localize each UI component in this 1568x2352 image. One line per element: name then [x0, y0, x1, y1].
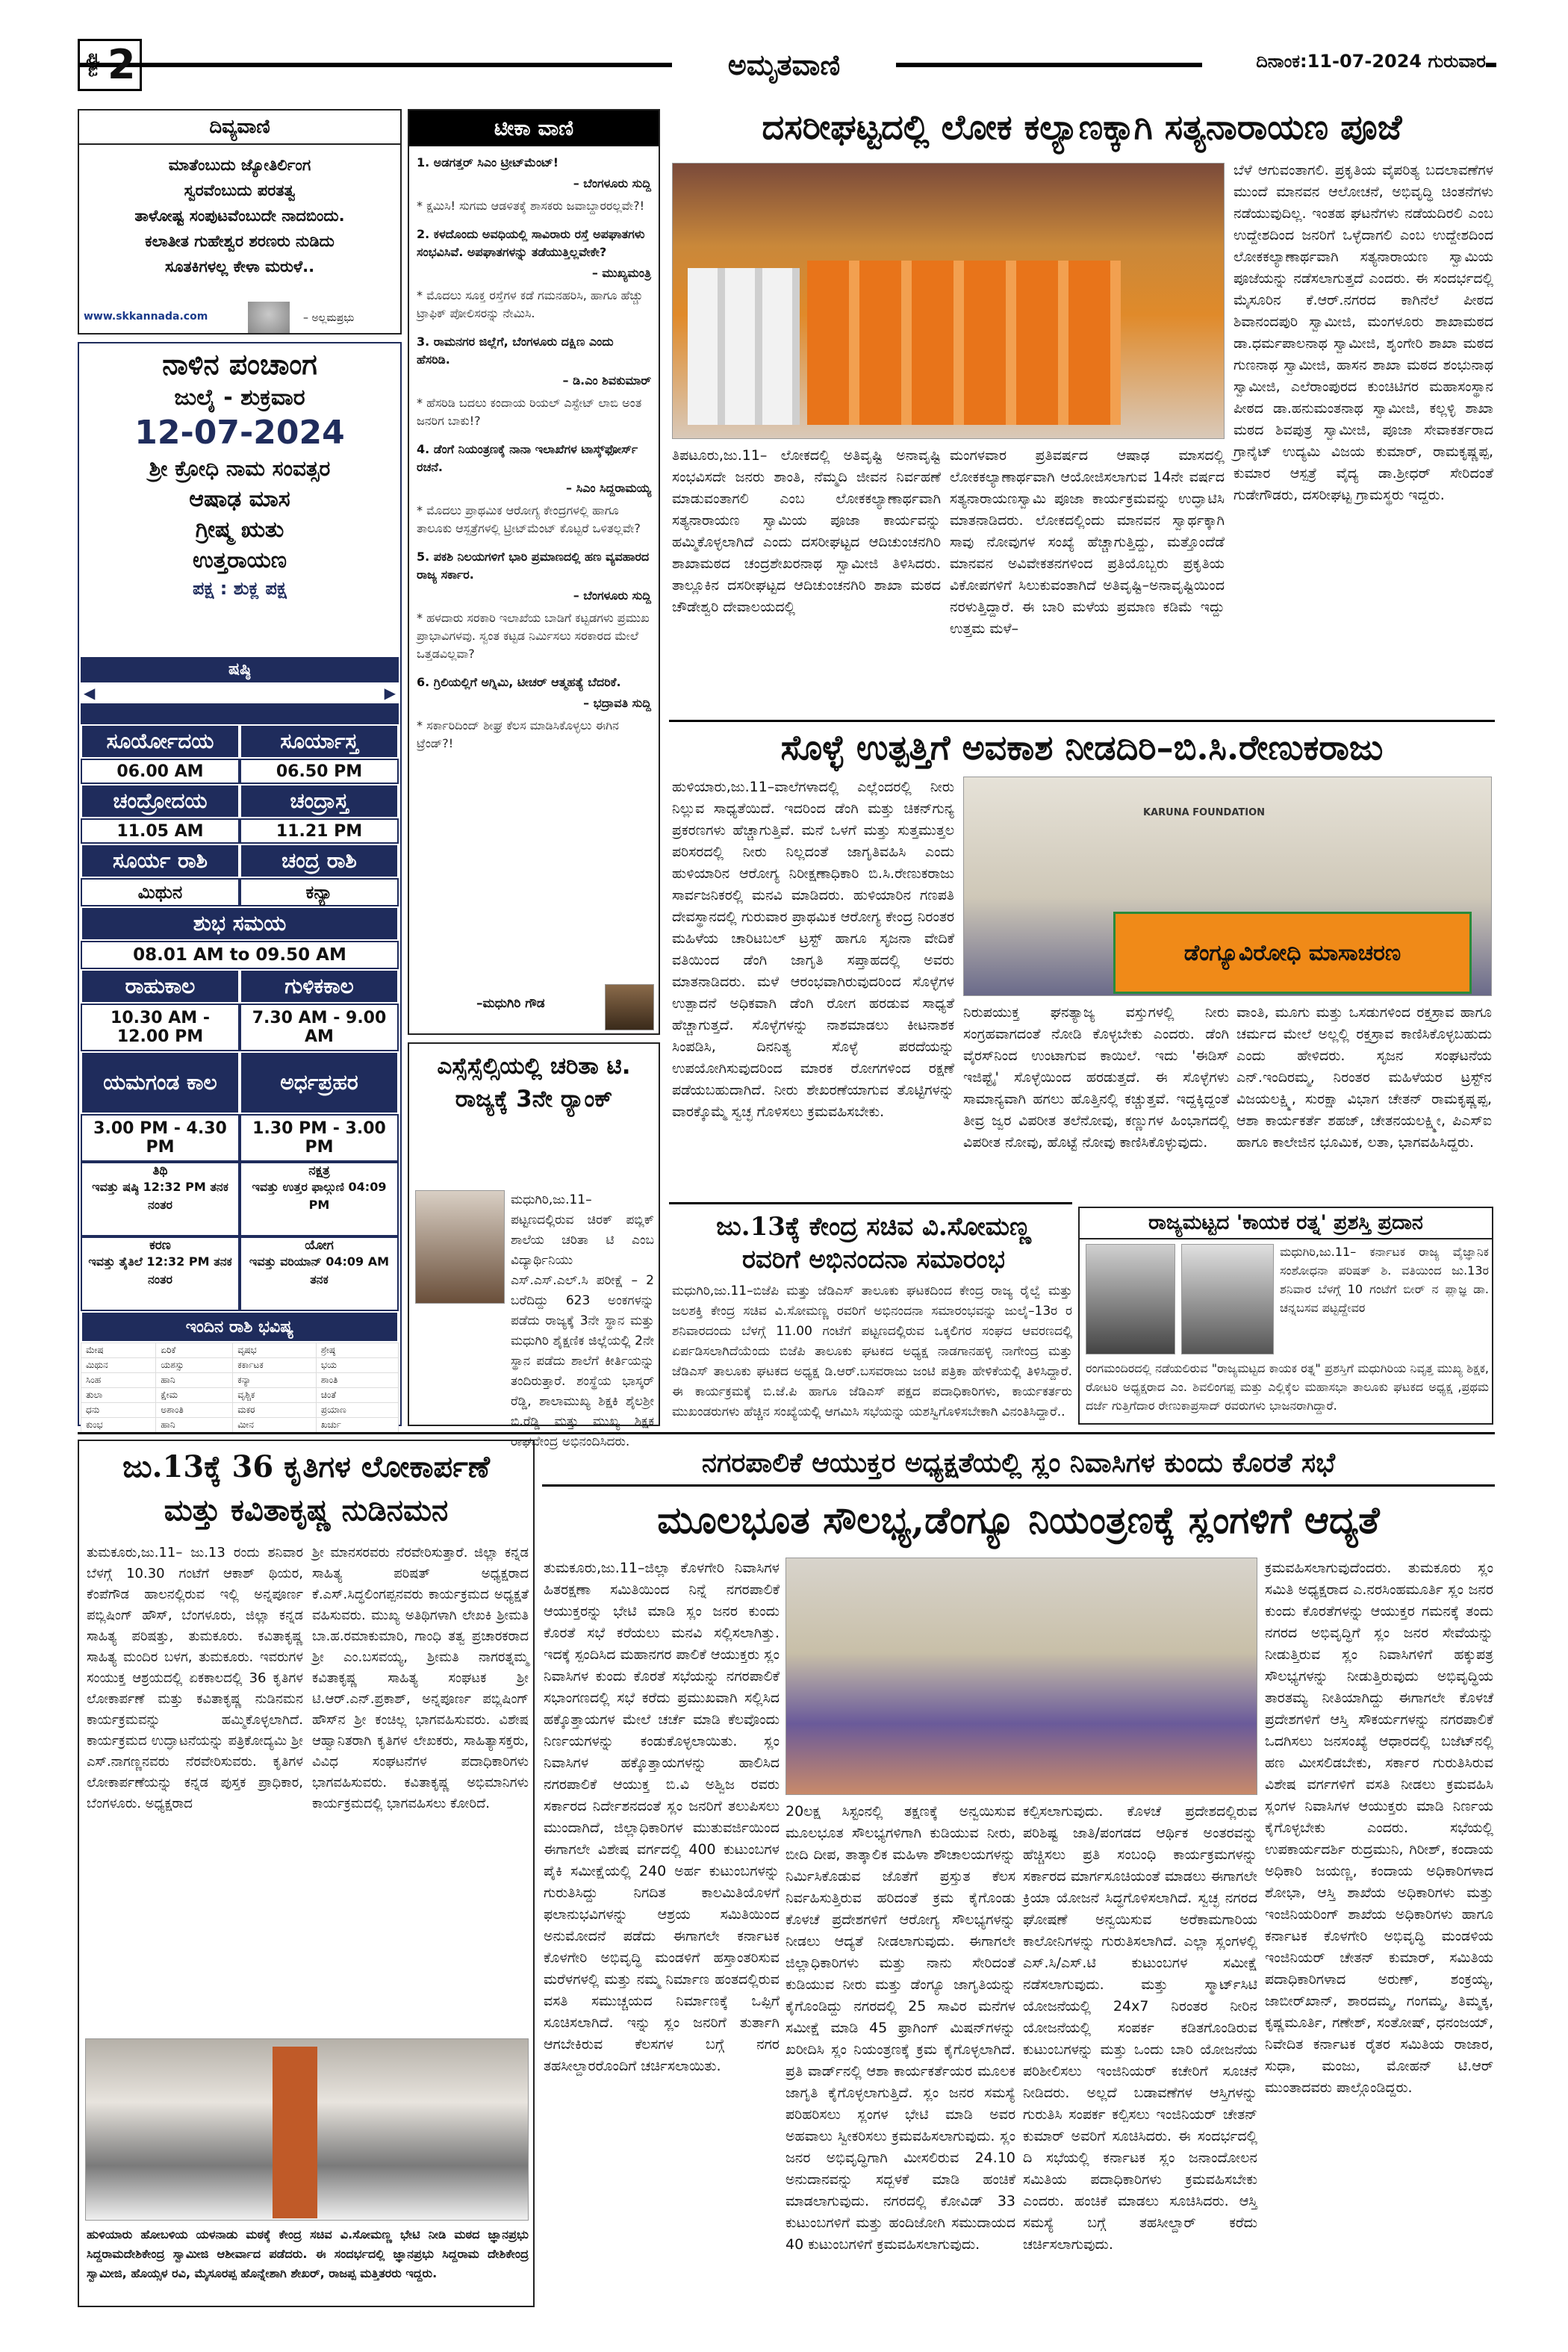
moonrise-value: 11.05 AM	[81, 818, 240, 844]
panchanga-month-day: ಜುಲೈ - ಶುಕ್ರವಾರ	[174, 385, 305, 411]
somanna-headline-2: ರವರಿಗೆ ಅಭಿನಂದನಾ ಸಮಾರಂಭ	[742, 1245, 1005, 1275]
table-row	[81, 1418, 399, 1433]
karana-cell	[81, 1236, 240, 1311]
verse-line: ಸ್ವರವೆಂಬುದು ಪರತತ್ವ	[184, 181, 296, 199]
panchanga-title: ನಾಳಿನ ಪಂಚಾಂಗ	[162, 348, 317, 381]
divyavani-box	[78, 109, 402, 335]
panchanga-paksha: ಪಕ್ಷ : ಶುಕ್ಲ ಪಕ್ಷ	[193, 578, 287, 599]
rashi-cell: ಸಿಂಹ	[81, 1373, 156, 1388]
awardee-photo-2	[1181, 1244, 1274, 1354]
tika-answer: * ಹೆಸರಿಡಿ ಬದಲು ಕಂದಾಯ ರಿಯಲ್ ಎಸ್ಟೇಟ್ ಲಾಬಿ ಅಂತ ಜನರಿಗ ಬಾಕು!?	[417, 396, 642, 428]
moonrise-label: ಚಂದ್ರೋದಯ	[81, 784, 240, 818]
verse-line: ಮಾತೆಂಬುದು ಜ್ಯೋತಿರ್ಲಿಂಗ	[168, 156, 311, 174]
satya-headline: ದಸರೀಘಟ್ಟದಲ್ಲಿ ಲೋಕ ಕಲ್ಯಾಣಕ್ಕಾಗಿ ಸತ್ಯನಾರಾಯಣ ಪೂಜೆ	[762, 107, 1402, 147]
renuka-headline: ಸೊಳ್ಳೆ ಉತ್ಪತ್ತಿಗೆ ಅವಕಾಶ ನೀಡದಿರಿ–ಬಿ.ಸಿ.ರೇಣುಕರಾಜು	[780, 727, 1384, 768]
gulikakala-label: ಗುಳಿಕಕಾಲ	[240, 969, 399, 1004]
panchanga-date: 12-07-2024	[134, 414, 345, 452]
renuka-col-mid: ನಿರುಪಯುಕ್ತ ಘನತ್ಯಾಜ್ಯ ವಸ್ತುಗಳಲ್ಲಿ ನೀರು ಸಂಗ್ರಹವಾಗದಂತೆ ನೋಡಿ ಕೊಳ್ಳಬೇಕು ಎಂದರು. ಡೆಂಗಿ ವೈರಸ್‌ನಿಂದ ಉಂಟಾಗುವ ಕಾಯಿಲೆ. ಇದು 'ಈಡಿಸ್ ಇಜಿಪ್ಟೈ' ಸೊಳ್ಳೆಯಿಂದ ಹರಡುತ್ತದೆ. ಈ ಸೊಳ್ಳೆಗಳು ಸಾಮಾನ್ಯವಾಗಿ ಹಗಲು ಹೊತ್ತಿನಲ್ಲಿ ಕಚ್ಚುತ್ತವೆ. ಇದ್ದಕ್ಕಿದ್ದಂತೆ ತೀವ್ರ ಜ್ವರ ವಿಪರೀತ ತಲೆನೋವು, ಕಣ್ಣುಗಳ ಹಿಂಭಾಗದಲ್ಲಿ ವಿಪರೀತ ನೋವು, ಹೊಟ್ಟೆ ನೋವು ಕಾಣಿಸಿಕೊಳ್ಳುವುದು.	[963, 1004, 1229, 1151]
kayaka-side-text: ಮಧುಗಿರಿ,ಜು.11– ಕರ್ನಾಟಕ ರಾಜ್ಯ ವೈಜ್ಞಾನಿಕ ಸಂಶೋಧನಾ ಪರಿಷತ್ ಶಿ. ವತಿಯಿಂದ ಜು.13ರ ಶನಿವಾರ ಬೆಳಗ್ಗೆ 10 ಗಂಟೆಗೆ ಬೀರ್ ನ ಪ್ಲಾಜ್ಞ ಡಾ. ಚನ್ನಬಸವ ಪಟ್ಟದ್ದೇವರ	[1280, 1245, 1489, 1315]
rashi-cell: ಅಶಾಂತಿ	[156, 1403, 233, 1418]
tika-answer: * ಮೊದಲು ಸೂಕ್ತ ರಸ್ತೆಗಳ ಕಡೆ ಗಮನಹರಿಸಿ, ಹಾಗೂ ಹೆಚ್ಚು ಟ್ರಾಫಿಕ್ ಪೋಲಿಸರನ್ನು ನೇಮಿಸಿ.	[417, 288, 643, 320]
satya-col-a: ತಿಪಟೂರು,ಜು.11– ಲೋಕದಲ್ಲಿ ಅತಿವೃಷ್ಟಿ ಅನಾವೃಷ್ಟಿ ಸಂಭವಿಸದೇ ಜನರು ಶಾಂತಿ, ನೆಮ್ಮದಿ ಜೀವನ ನಿರ್ವಹಣೆ ಮಾಡುವಂತಾಗಲಿ ಎಂಬ ಲೋಕಕಲ್ಯಾಣಾರ್ಥವಾಗಿ ಸತ್ಯನಾರಾಯಣ ಸ್ವಾಮಿಯ ಪೂಜಾ ಕಾರ್ಯವನ್ನು ಹಮ್ಮಿಕೊಳ್ಳಲಾಗಿದೆ ಎಂದು ದಸರೀಘಟ್ಟದ ಆದಿಚುಂಚನಗಿರಿ ಶಾಖಾಮಠದ ಚಂದ್ರಶೇಖರನಾಥ ಸ್ವಾಮೀಜಿ ತಿಳಿಸಿದರು. ತಾಲ್ಲೂಕಿನ ದಸರೀಘಟ್ಟದ ಆದಿಚುಂಚನಗಿರಿ ಶಾಖಾ ಮಠದ ಚೌಡೇಶ್ವರಿ ದೇವಾಲಯದಲ್ಲಿ	[672, 447, 941, 615]
verse-line: ಸೂತಕಿಗಳಲ್ಲ ಕೇಳಾ ಮರುಳೆ..	[164, 258, 315, 276]
karana-value: ಇವತ್ತು ತೈತಿಲೆ 12:32 PM ತನಕ ನಂತರ	[88, 1254, 232, 1287]
dengue-banner	[1113, 912, 1472, 994]
slum-photo	[785, 1558, 1257, 1795]
sslc-box	[408, 1042, 660, 1449]
kavita-col-a: ತುಮಕೂರು,ಜು.11– ಜು.13 ರಂದು ಶನಿವಾರ ಬೆಳಗ್ಗೆ 10.30 ಗಂಟೆಗೆ ಆಕಾಶ್ ಥಿಯರ, ಕೆಂಪೆಗೌಡ ಹಾಲನಲ್ಲಿರುವ ಇಲ್ಲಿ ಅನ್ನಪೂರ್ಣ ಪಬ್ಲಿಷಿಂಗ್ ಹೌಸ್, ಬೆಂಗಳೂರು, ಜಿಲ್ಲಾ ಕನ್ನಡ ಸಾಹಿತ್ಯ ಪರಿಷತ್ತು, ತುಮಕೂರು. ಕವಿತಾಕೃಷ್ಣ ಸಾಹಿತ್ಯ ಮಂದಿರ ಬಳಗ, ತುಮಕೂರು. ಇವರುಗಳ ಸಂಯುಕ್ತ ಆಶ್ರಯದಲ್ಲಿ ಏಕಕಾಲದಲ್ಲಿ 36 ಕೃತಿಗಳ ಲೋಕಾರ್ಪಣೆ ಮತ್ತು ಕವಿತಾಕೃಷ್ಣ ನುಡಿನಮನ ಕಾರ್ಯಕ್ರಮವನ್ನು ಹಮ್ಮಿಕೊಳ್ಳಲಾಗಿದೆ. ಕಾರ್ಯಕ್ರಮದ ಉದ್ಘಾಟನೆಯನ್ನು ಪತ್ರಿಕೋದ್ಯಮಿ ಶ್ರೀ ಎಸ್.ನಾಗಣ್ಣನವರು ನೆರವೇರಿಸುವರು. ಕೃತಿಗಳ ಲೋಕಾರ್ಪಣೆಯನ್ನು ಕನ್ನಡ ಪುಸ್ತಕ ಪ್ರಾಧಿಕಾರ, ಬೆಂಗಳೂರು. ಅಧ್ಯಕ್ಷರಾದ	[87, 1545, 303, 1811]
verse-line: ಕಲಾತೀತ ಗುಹೇಶ್ವರ ಶರಣರು ನುಡಿದು	[145, 232, 335, 250]
rahukala-label: ರಾಹುಕಾಲ	[81, 969, 240, 1004]
renuka-photo	[963, 777, 1492, 996]
tithi-strip	[81, 682, 399, 703]
sslc-body: ಮಧುಗಿರಿ,ಜು.11– ಪಟ್ಟಣದಲ್ಲಿರುವ ಚಿರಕ್ ಪಬ್ಲಿಕ್ ಶಾಲೆಯ ಚರಿತಾ ಟಿ ಎಂಬ ವಿದ್ಯಾರ್ಥಿನಿಯು ಎಸ್.ಎಸ್.ಎಲ್.ಸಿ ಪರೀಕ್ಷೆ – 2 ಬರೆದಿದ್ದು 623 ಅಂಕಗಳನ್ನು ಪಡೆದು ರಾಜ್ಯಕ್ಕೆ 3ನೇ ಸ್ಥಾನ ಮತ್ತು ಮಧುಗಿರಿ ಶೈಕ್ಷಣಿಕ ಜಿಲ್ಲೆಯಲ್ಲಿ 2ನೇ ಸ್ಥಾನ ಪಡೆದು ಶಾಲೆಗೆ ಕೀರ್ತಿಯನ್ನು ತಂದಿರುತ್ತಾರೆ. ಶಂಸ್ಥೆಯ ಭಾಸ್ಕರ್ ರೆಡ್ಡಿ, ಶಾಲಾಮುಖ್ಯ ಶಿಕ್ಷಕಿ ಶೈಲಶ್ರೀ ಬಿ.ರೆಡ್ಡಿ ಮತ್ತು ಮುಖ್ಯ ಶಿಕ್ಷಕ ರಾಘವೇಂದ್ರ ಅಭಿನಂದಿಸಿದರು.	[511, 1192, 654, 1449]
rashi-cell: ವೃಷಭ	[233, 1343, 317, 1358]
sslc-headline: ಎಸ್ಸೆಸ್ಸೆಲ್ಸಿಯಲ್ಲಿ ಚರಿತಾ ಟಿ. ರಾಜ್ಯಕ್ಕೆ 3ನೇ ರ‍್ಯಾಂಕ್	[437, 1053, 631, 1113]
kayaka-bottom-text: ರಂಗಮಂದಿರದಲ್ಲಿ ನಡೆಯಲಿರುವ "ರಾಜ್ಯಮಟ್ಟದ ಕಾಯಕ ರತ್ನ" ಪ್ರಶಸ್ತಿಗೆ ಮಧುಗಿರಿಯ ನಿವೃತ್ತ ಮುಖ್ಯ ಶಿಕ್ಷಕ, ರೋಟರಿ ಅಧ್ಯಕ್ಷರಾದ ಎಂ. ಶಿವಲಿಂಗಪ್ಪ ಮತ್ತು ಎಲ್ಲಿಕ್ಕೆಲ ಮಹಾಸಭಾ ತಾಲೂಕು ಘಟಕದ ಅಧ್ಯಕ್ಷ ,ಪ್ರಥಮ ದರ್ಜೆ ಗುತ್ತಿಗೆದಾರ ರೇಣುಕಾಪ್ರಸಾದ್ ರವರುಗಳು ಭಾಜನರಾಗಿದ್ದಾರೆ.	[1086, 1361, 1489, 1413]
gulikakala-value: 7.30 AM - 9.00 AM	[240, 1004, 399, 1051]
yoga-value: ಇವತ್ತು ವರಿಯಾನ್ 04:09 AM ತನಕ	[249, 1254, 390, 1287]
panchanga-grid	[81, 724, 399, 1433]
table-row	[81, 1343, 399, 1358]
rashi-cell: ಯಶಸ್ಸು	[156, 1358, 233, 1373]
surya-rashi-label: ಸೂರ್ಯ ರಾಶಿ	[81, 844, 240, 878]
shubha-samaya-label: ಶುಭ ಸಮಯ	[81, 906, 399, 941]
tika-answer: * ಸರ್ಕಾರಿದಿಂದ್ ಶೀಘ್ರ ಕೆಲಸ ಮಾಡಿಸಿಕೊಳ್ಳಲು ಈಗಿನ ಟ್ರೆಂಡ್?!	[417, 718, 619, 750]
kayaka-box	[1078, 1207, 1493, 1425]
next-arrow-icon[interactable]: ▶	[384, 684, 396, 702]
prev-arrow-icon[interactable]: ◀	[84, 684, 96, 702]
slum-col-a: ತುಮಕೂರು,ಜು.11–ಜಿಲ್ಲಾ ಕೊಳಗೇರಿ ನಿವಾಸಿಗಳ ಹಿತರಕ್ಷಣಾ ಸಮಿತಿಯಿಂದ ನಿನ್ನೆ ನಗರಪಾಲಿಕೆ ಆಯುಕ್ತರನ್ನು ಭೇಟಿ ಮಾಡಿ ಸ್ಲಂ ಜನರ ಕುಂದು ಕೊರತೆ ಸಭೆ ಕರೆಯಲು ಮನವಿ ಸಲ್ಲಿಸಲಾಗಿತ್ತು. ಇದಕ್ಕೆ ಸ್ಪಂದಿಸಿದ ಮಹಾನಗರ ಪಾಲಿಕೆ ಆಯುಕ್ತರು ಸ್ಲಂ ನಿವಾಸಿಗಳ ಕುಂದು ಕೊರತೆ ಸಭೆಯನ್ನು ನಗರಪಾಲಿಕೆ ಸಭಾಂಗಣದಲ್ಲಿ ಸಭೆ ಕರೆದು ಪ್ರಮುಖವಾಗಿ ಸಲ್ಲಿಸಿದ ಹಕ್ಕೊತ್ತಾಯಗಳ ಮೇಲೆ ಚರ್ಚೆ ಮಾಡಿ ಕೆಲವೊಂದು ನಿರ್ಣಯಗಳನ್ನು ಕಂಡುಕೊಳ್ಳಲಾಯಿತು. ಸ್ಲಂ ನಿವಾಸಿಗಳ ಹಕ್ಕೊತ್ತಾಯಗಳನ್ನು ಹಾಲಿಸಿದ ನಗರಪಾಲಿಕೆ ಆಯುಕ್ತ ಬಿ.ವಿ ಅಶ್ವಿಜ ರವರು ಸರ್ಕಾರದ ನಿರ್ದೇಶನದಂತೆ ಸ್ಲಂ ಜನರಿಗೆ ತಲುಪಿಸಲು ಮುಂದಾಗಿದೆ, ಜಿಲ್ಲಾಧಿಕಾರಿಗಳ ಮುತುವರ್ಜಿಯಿಂದ ಈಗಾಗಲೇ ವಿಶೇಷ ವರ್ಗದಲ್ಲಿ 400 ಕುಟುಂಬಗಳ ಪೈಕಿ ಸಮೀಕ್ಷೆಯಲ್ಲಿ 240 ಅರ್ಹ ಕುಟುಂಬಗಳನ್ನು ಗುರುತಿಸಿದ್ದು ನಿಗದಿತ ಕಾಲಮಿತಿಯೊಳಗೆ ಫಲಾನುಭವಿಗಳನ್ನು ಆಶ್ರಯ ಸಮಿತಿಯಿಂದ ಅನುಮೋದನೆ ಪಡೆದು ಈಗಾಗಲೇ ಕರ್ನಾಟಕ ಕೊಳಗೇರಿ ಅಭಿವೃದ್ಧಿ ಮಂಡಳಿಗೆ ಹಸ್ತಾಂತರಿಸುವ ಮರೆಳಗಳಲ್ಲಿ ಮತ್ತು ನಮ್ಮ ನಿರ್ಮಾಣ ಹಂತದಲ್ಲಿರುವ ವಸತಿ ಸಮುಚ್ಚಯದ ನಿರ್ಮಾಣಕ್ಕೆ ಒಪ್ಪಿಗೆ ಸೂಚಿಸಲಾಗಿದೆ. ಇನ್ನು ಸ್ಲಂ ಜನರಿಗೆ ತುರ್ತಾಗಿ ಆಗಬೇಕಿರುವ ಕೆಲಸಗಳ ಬಗ್ಗೆ ನಗರ ತಹಸೀಲ್ದಾರರೊಂದಿಗೆ ಚರ್ಚಿಸಲಾಯಿತು.	[544, 1560, 780, 2074]
page-tag: ಪುಟ	[84, 52, 103, 78]
nakshatra-cell	[240, 1162, 399, 1236]
moonset-label: ಚಂದ್ರಾಸ್ತ	[240, 784, 399, 818]
yamaganda-label: ಯಮಗಂಡ ಕಾಲ	[81, 1051, 240, 1114]
tika-question: 2. ಕಳದೊಂದು ಅವಧಿಯಲ್ಲಿ ಸಾವಿರಾರು ರಸ್ತೆ ಅಪಘಾತಗಳು ಸಂಭವಿಸಿವೆ. ಅಪಘಾತಗಳನ್ನು ತಡೆಯುತ್ತಿಲ್ಲವೇಕೇ?	[417, 227, 645, 259]
rashi-cell: ಪ್ರಯಾಣ	[316, 1403, 398, 1418]
rashi-cell: ಕನ್ಯಾ	[233, 1373, 317, 1388]
sunset-label: ಸೂರ್ಯಾಸ್ತ	[240, 724, 399, 759]
kavita-caption: ಹುಳಿಯಾರು ಹೋಬಳಿಯ ಯಳನಾಡು ಮಠಕ್ಕೆ ಕೇಂದ್ರ ಸಚಿವ ವಿ.ಸೋಮಣ್ಣ ಭೇಟಿ ನೀಡಿ ಮಠದ ಜ್ಞಾನಪ್ರಭು ಸಿದ್ದರಾಮದೇಶಿಕೇಂದ್ರ ಸ್ವಾಮೀಜಿ ಆಶೀರ್ವಾದ ಪಡೆದರು. ಈ ಸಂದರ್ಭದಲ್ಲಿ ಜ್ಞಾನಪ್ರಭು ಸಿದ್ದರಾಮ ದೇಶಿಕೇಂದ್ರ ಸ್ವಾಮೀಜಿ, ಹೊಯ್ಸಳ ರವಿ, ಮೈಸೂರಪ್ಪ ಹೊನ್ನೇಶಾಗಿ ಶೇಖರ್, ರಾಜಪ್ಪ ಮತ್ತಿತರರು ಇದ್ದರು.	[87, 2227, 529, 2280]
satya-photo	[672, 163, 1225, 439]
divyavani-author: – ಅಲ್ಲಮಪ್ರಭು	[303, 312, 355, 324]
rahukala-value: 10.30 AM - 12.00 PM	[81, 1004, 240, 1051]
surya-rashi-value: ಮಿಥುನ	[81, 878, 240, 906]
rashi-cell: ಶ್ರೇಷ್ಠ	[316, 1343, 398, 1358]
table-row	[81, 1373, 399, 1388]
panchanga-ritu: ಗ್ರೀಷ್ಮ ಋತು	[195, 517, 284, 543]
rashi-cell: ಶಾಂತಿ	[316, 1373, 398, 1388]
slum-col-b: 20ಲಕ್ಷ ಸಿಸ್ಟಂನಲ್ಲಿ ತಕ್ಷಣಕ್ಕೆ ಅನ್ವಯಿಸುವ ಮೂಲಭೂತ ಸೌಲಭ್ಯಗಳಿಗಾಗಿ ಕುಡಿಯುವ ನೀರು, ಬೀದಿ ದೀಪ, ತಾತ್ಕಾಲಿಕ ಮಹಿಳಾ ಶೌಚಾಲಯಗಳನ್ನು ನಿರ್ಮಿಸಿಕೊಡುವ ಜೊತೆಗೆ ಪ್ರಸ್ತುತ ಕೆಲಸ ನಿರ್ವಹಿಸುತ್ತಿರುವ ಹರಿದಂತೆ ಕ್ರಮ ಕೈಗೊಂಡು ಕೊಳಚೆ ಪ್ರದೇಶಗಳಿಗೆ ಆರೋಗ್ಯ ಸೌಲಭ್ಯಗಳನ್ನು ನೀಡಲು ಆದ್ಯತೆ ನೀಡಲಾಗುವುದು. ಈಗಾಗಲೇ ಜಿಲ್ಲಾಧಿಕಾರಿಗಳು ಮತ್ತು ನಾನು ಸೇರಿದಂತೆ ಕುಡಿಯುವ ನೀರು ಮತ್ತು ಡೆಂಗ್ಯೂ ಜಾಗೃತಿಯನ್ನು ಕೈಗೊಂಡಿದ್ದು ನಗರದಲ್ಲಿ 25 ಸಾವಿರ ಮನೆಗಳ ಸಮೀಕ್ಷೆ ಮಾಡಿ 45 ಫ್ರಾಗಿಂಗ್ ಮಿಷನ್‌ಗಳನ್ನು ಖರೀದಿಸಿ ಸ್ಲಂ ನಿಯಂತ್ರಣಕ್ಕೆ ಕ್ರಮ ಕೈಗೊಳ್ಳಲಾಗಿದೆ. ಪ್ರತಿ ವಾರ್ಡ್‌ನಲ್ಲಿ ಆಶಾ ಕಾರ್ಯಕರ್ತೆಯರ ಮೂಲಕ ಜಾಗೃತಿ ಕೈಗೊಳ್ಳಲಾಗುತ್ತಿದೆ. ಸ್ಲಂ ಜನರ ಸಮಸ್ಯೆ ಪರಿಹರಿಸಲು ಸ್ಲಂಗಳ ಭೇಟಿ ಮಾಡಿ ಅವರ ಅಹವಾಲು ಸ್ವೀಕರಿಸಲು ಕ್ರಮವಹಿಸಲಾಗುವುದು. ಸ್ಲಂ ಜನರ ಅಭಿವೃದ್ಧಿಗಾಗಿ ಮೀಸಲಿರುವ 24.10 ಅನುದಾನವನ್ನು ಸದ್ಬಳಕೆ ಮಾಡಿ ಹಂಚಿಕೆ ಮಾಡಲಾಗುವುದು. ನಗರದಲ್ಲಿ ಕೋವಿಡ್ 33 ಕುಟುಂಬಗಳಿಗೆ ಮತ್ತು ಹಂದಿಜೋಗಿ ಸಮುದಾಯದ 40 ಕುಟುಂಬಗಳಿಗೆ ಕ್ರಮವಹಿಸಲಾಗುವುದು.	[785, 1803, 1015, 2253]
yoga-label: ಯೋಗ	[305, 1238, 334, 1253]
ardhaprahara-value: 1.30 PM - 3.00 PM	[240, 1114, 399, 1162]
rashi-cell: ಚಿಂತೆ	[316, 1388, 398, 1403]
panchanga-masa: ಆಷಾಢ ಮಾಸ	[189, 486, 290, 512]
satya-divider	[669, 720, 1495, 722]
rashi-table	[81, 1343, 399, 1433]
tika-question: 1. ಅಡಗತ್ತರ್ ಸಿಎಂ ಟ್ರೀಟ್‌ಮೆಂಟ್!	[417, 155, 559, 169]
kavita-headline-2: ಮತ್ತು ಕವಿತಾಕೃಷ್ಣ ನುಡಿನಮನ	[164, 1493, 449, 1528]
rashi-cell: ಮೇಷ	[81, 1343, 156, 1358]
saint-illustration	[248, 302, 290, 333]
kayaka-headline: ರಾಜ್ಯಮಟ್ಟದ 'ಕಾಯಕ ರತ್ನ' ಪ್ರಶಸ್ತಿ ಪ್ರದಾನ	[1080, 1208, 1492, 1239]
slum-kicker: ನಗರಪಾಲಿಕೆ ಆಯುಕ್ತರ ಅಧ್ಯಕ್ಷತೆಯಲ್ಲಿ ಸ್ಲಂ ನಿವಾಸಿಗಳ ಕುಂದು ಕೊರತೆ ಸಭೆ	[701, 1447, 1336, 1478]
rashi-cell: ಹಾನಿ	[156, 1373, 233, 1388]
section-divider	[78, 1432, 1495, 1434]
yoga-cell	[240, 1236, 399, 1311]
moonset-value: 11.21 PM	[240, 818, 399, 844]
rashi-cell: ಭಯ	[316, 1358, 398, 1373]
page-number-box	[78, 39, 142, 91]
yamaganda-value: 3.00 PM - 4.30 PM	[81, 1114, 240, 1162]
nakshatra-label: ನಕ್ಷತ್ರ	[308, 1163, 330, 1178]
issue-date: ದಿನಾಂಕ:11-07-2024 ಗುರುವಾರ	[1202, 51, 1486, 72]
rashi-cell: ಮಕರ	[233, 1403, 317, 1418]
kavita-photo	[85, 2038, 529, 2221]
rashi-cell: ಮೀನ	[233, 1418, 317, 1433]
rashi-cell: ವೃಶ್ಚಿಕ	[233, 1388, 317, 1403]
tika-answer: * ಕ್ಷಮಿಸಿ! ಸುಗಮ ಆಡಳಿತಕ್ಕೆ ಶಾಸಕರು ಜವಾಬ್ದಾರರಲ್ಲವೇ?!	[417, 199, 645, 213]
satya-col-right: ಬೆಳೆ ಆಗುವಂತಾಗಲಿ. ಪ್ರಕೃತಿಯ ವೈಪರಿತ್ಯ ಬದಲಾವಣೆಗಳ ಮುಂದೆ ಮಾನವನ ಆಲೋಚನೆ, ಅಭಿವೃದ್ಧಿ ಚಿಂತನೆಗಳು ನಡೆಯುವುದಿಲ್ಲ. ಇಂತಹ ಘಟನೆಗಳು ನಡೆಯದಿರಲಿ ಎಂಬ ಉದ್ದೇಶದಿಂದ ಜನರಿಗೆ ಒಳ್ಳೆದಾಗಲಿ ಎಂಬ ಉದ್ದೇಶದಿಂದ ಲೋಕಕಲ್ಯಾಣಾರ್ಥವಾಗಿ ಸತ್ಯನಾರಾಯಣ ಸ್ವಾಮಿಯ ಪೂಜೆಯನ್ನು ನಡೆಸಲಾಗುತ್ತದೆ ಎಂದರು. ಈ ಸಂದರ್ಭದಲ್ಲಿ ಮೈಸೂರಿನ ಕೆ.ಆರ್.ನಗರದ ಕಾಗಿನೆಲೆ ಪೀಠದ ಶಿವಾನಂದಪುರಿ ಸ್ವಾಮೀಜಿ, ಮಂಗಳೂರು ಶಾಖಾಮಠದ ಡಾ.ಧರ್ಮಪಾಲನಾಥ ಸ್ವಾಮೀಜಿ, ಶೃಂಗೇರಿ ಶಾಖಾ ಮಠದ ಗುಣನಾಥ ಸ್ವಾಮೀಜಿ, ಹಾಸನ ಶಾಖಾ ಮಠದ ಶಂಭುನಾಥ ಸ್ವಾಮೀಜಿ, ಎಲೆರಾಂಪುರದ ಕುಂಚಿಟಿಗರ ಮಹಾಸಂಸ್ಥಾನ ಪೀಠದ ಡಾ.ಹನುಮಂತನಾಥ ಸ್ವಾಮೀಜಿ, ಕಲ್ಲಳ್ಳಿ ಶಾಖಾ ಮಠದ ಶಿವಪುತ್ರ ಸ್ವಾಮೀಜಿ, ಪೂಜಾ ಸೇವಾಕರ್ತರಾದ ಗ್ರಾನೈಟ್ ಉದ್ಯಮಿ ವಿಜಯ ಕುಮಾರ್, ರಾಮಕೃಷ್ಣಪ್ಪ, ಕುಮಾರ ಆಸ್ಪತ್ರೆ ವೈದ್ಯ ಡಾ.ಶ್ರೀಧರ್ ಸೇರಿದಂತೆ ಗುಡೇಗೌಡರು, ದಸರೀಘಟ್ಟ ಗ್ರಾಮಸ್ಥರು ಇದ್ದರು.	[1233, 162, 1493, 503]
somanna-rule	[669, 1202, 1072, 1204]
rashi-cell: ತುಲಾ	[81, 1388, 156, 1403]
page-no: 2	[108, 41, 136, 88]
tika-answer: * ಹಳದಾರು ಸರಕಾರಿ ಇಲಾಖೆಯ ಬಾಡಿಗೆ ಕಟ್ಟಡಗಳು ಪ್ರಮುಖ ಪ್ರಾಭಾವಿಗಳವು. ಸ್ವಂತ ಕಟ್ಟಡ ನಿರ್ಮಿಸಲು ಸರಕಾರದ ಮೇಲೆ ಒತ್ತಡವಿಲ್ಲವಾ?	[417, 611, 650, 661]
tika-question: 5. ಪಕಶಿ ನಿಲಯಗಳಿಗೆ ಭಾರಿ ಪ್ರಮಾಣದಲ್ಲಿ ಹಣ ವ್ಯವಹಾರದ ರಾಜ್ಯ ಸರ್ಕಾರ.	[417, 550, 650, 582]
tika-question: 3. ರಾಮನಗರ ಜಿಲ್ಲೆಗೆ, ಬೆಂಗಳೂರು ದಕ್ಷಿಣ ಎಂದು ಹೆಸರಿಡಿ.	[417, 335, 614, 367]
tika-source: – ಸಿಎಂ ಸಿದ್ದರಾಮಯ್ಯ	[566, 481, 651, 495]
kavita-col-b: ಶ್ರೀ ಮಾನಸರವರು ನೆರವೇರಿಸುತ್ತಾರೆ. ಜಿಲ್ಲಾ ಕನ್ನಡ ಸಾಹಿತ್ಯ ಪರಿಷತ್ ಅಧ್ಯಕ್ಷರಾದ ಕೆ.ಎಸ್.ಸಿದ್ಧಲಿಂಗಪ್ಪನವರು ಕಾರ್ಯಕ್ರಮದ ಅಧ್ಯಕ್ಷತೆ ವಹಿಸುವರು. ಮುಖ್ಯ ಅತಿಥಿಗಳಾಗಿ ಲೇಖಕಿ ಶ್ರೀಮತಿ ಬಾ.ಹ.ರಮಾಕುಮಾರಿ, ಗಾಂಧಿ ತತ್ವ ಪ್ರಚಾರಕರಾದ ಶ್ರೀ ಎಂ.ಬಸವಯ್ಯ, ಶ್ರೀಮತಿ ನಾಗರತ್ನಮ್ಮ ಕವಿತಾಕೃಷ್ಣ ಸಾಹಿತ್ಯ ಸಂಘಟಕ ಶ್ರೀ ಟಿ.ಆರ್.ಎನ್.ಪ್ರಕಾಶ್, ಅನ್ನಪೂರ್ಣ ಪಬ್ಲಿಷಿಂಗ್ ಹೌಸ್‌ನ ಶ್ರೀ ಕಂಚಿಲ್ಲ ಭಾಗವಹಿಸುವರು. ವಿಶೇಷ ಆಹ್ವಾನಿತರಾಗಿ ಕೃತಿಗಳ ಲೇಖಕರು, ಸಾಹಿತ್ಯಾಸಕ್ತರು, ವಿವಿಧ ಸಂಘಟನೆಗಳ ಪದಾಧಿಕಾರಿಗಳು ಭಾಗವಹಿಸುವರು. ಕವಿತಾಕೃಷ್ಣ ಅಭಿಮಾನಿಗಳು ಕಾರ್ಯಕ್ರಮದಲ್ಲಿ ಭಾಗವಹಿಸಲು ಕೋರಿದೆ.	[312, 1545, 529, 1811]
rashi-cell: ಮಿಥುನ	[81, 1358, 156, 1373]
sunrise-value: 06.00 AM	[81, 759, 240, 784]
tika-question: 4. ಡೆಂಗೆ ನಿಯಂತ್ರಣಕ್ಕೆ ನಾನಾ ಇಲಾಖೆಗಳ ಟಾಸ್ಕ್‌ಫೋರ್ಸ್ ರಚನೆ.	[417, 442, 638, 474]
tika-source: – ಬೆಂಗಳೂರು ಸುದ್ದಿ	[573, 588, 651, 603]
tika-source: – ಡಿ.ಎಂ ಶಿವಕುಮಾರ್	[562, 373, 651, 388]
slum-kicker-rule	[542, 1484, 1495, 1487]
panchanga-ayana: ಉತ್ತರಾಯಣ	[192, 547, 287, 573]
tika-author: –ಮಧುಗಿರಿ ಗೌಡ	[476, 996, 545, 1011]
slum-col-d: ಕ್ರಮವಹಿಸಲಾಗುವುದೆಂದರು. ತುಮಕೂರು ಸ್ಲಂ ಸಮಿತಿ ಅಧ್ಯಕ್ಷರಾದ ಎ.ನರಸಿಂಹಮೂರ್ತಿ ಸ್ಲಂ ಜನರ ಕುಂದು ಕೊರತೆಗಳನ್ನು ಆಯುಕ್ತರ ಗಮನಕ್ಕೆ ತಂದು ನಗರದ ಅಭಿವೃದ್ಧಿಗೆ ಸ್ಲಂ ಜನರ ಸೇವೆಯನ್ನು ನೀಡುತ್ತಿರುವ ಸ್ಲಂ ನಿವಾಸಿಗಳಿಗೆ ಹಕ್ಕುಪತ್ರ ಸೌಲಭ್ಯಗಳನ್ನು ನೀಡುತ್ತಿರುವುದು ಅಭಿವೃದ್ಧಿಯ ತಾರತಮ್ಯ ನೀತಿಯಾಗಿದ್ದು ಈಗಾಗಲೇ ಕೊಳಚೆ ಪ್ರದೇಶಗಳಿಗೆ ಆಸ್ತಿ ಸೌಕರ್ಯಗಳನ್ನು ನಗರಪಾಲಿಕೆ ಒದಗಿಸಲು ಜನಸಂಖ್ಯೆ ಆಧಾರದಲ್ಲಿ ಬಜೆಟ್‌ನಲ್ಲಿ ಹಣ ಮೀಸಲಿಡಬೇಕು, ಸರ್ಕಾರ ಗುರುತಿಸಿರುವ ವಿಶೇಷ ವರ್ಗಗಳಿಗೆ ವಸತಿ ನೀಡಲು ಕ್ರಮವಹಿಸಿ ಸ್ಲಂಗಳ ನಿವಾಸಿಗಳ ಆಯುಕ್ತರು ಮಾಡಿ ನಿರ್ಣಯ ಕೈಗೊಳ್ಳಬೇಕು ಎಂದರು. ಸಭೆಯಲ್ಲಿ ಉಪಕಾರ್ಯದರ್ಶಿ ರುದ್ರಮುನಿ, ಗಿರೀಶ್, ಕಂದಾಯ ಅಧಿಕಾರಿ ಜಯಣ್ಣ, ಕಂದಾಯ ಅಧಿಕಾರಿಗಳಾದ ಶೋಭಾ, ಆಸ್ತಿ ಶಾಖೆಯ ಅಧಿಕಾರಿಗಳು ಮತ್ತು ಇಂಜಿನಿಯರಿಂಗ್ ಶಾಖೆಯ ಅಧಿಕಾರಿಗಳು ಹಾಗೂ ಕರ್ನಾಟಕ ಕೊಳಗೇರಿ ಅಭಿವೃದ್ಧಿ ಮಂಡಳಿಯ ಇಂಜಿನಿಯರ್ ಚೇತನ್ ಕುಮಾರ್, ಸಮಿತಿಯ ಪದಾಧಿಕಾರಿಗಳಾದ ಅರುಣ್, ಶಂಕ್ರಯ್ಯ, ಜಾಬೀರ್‌ಖಾನ್, ಶಾರದಮ್ಮ, ಗಂಗಮ್ಮ, ತಿಮ್ಮಕ್ಕ, ಕೃಷ್ಣಮೂರ್ತಿ, ಗಣೇಶ್, ಸಂತೋಷ್, ಧನಂಜಯ್, ನಿವೇದಿತ ಕರ್ನಾಟಕ ರೈತರ ಸಮಿತಿಯ ರಾಜಾರ, ಸುಧಾ, ಮಂಜು, ಮೋಹನ್ ಟಿ.ಆರ್ ಮುಂತಾದವರು ಪಾಲ್ಗೊಂಡಿದ್ದರು.	[1265, 1560, 1493, 2096]
renuka-col-left: ಹುಳಿಯಾರು,ಜು.11–ವಾಲೆಗಳಾದಲ್ಲಿ ಎಲ್ಲೆಂದರಲ್ಲಿ ನೀರು ನಿಲ್ಲುವ ಸಾಧ್ಯತೆಯಿದೆ. ಇದರಿಂದ ಡೆಂಗಿ ಮತ್ತು ಚಿಕನ್‌ಗುನ್ಯ ಪ್ರಕರಣಗಳು ಹೆಚ್ಚಾಗುತ್ತಿವೆ. ಮನೆ ಒಳಗೆ ಮತ್ತು ಸುತ್ತಮುತ್ತಲ ಪರಿಸರದಲ್ಲಿ ನೀರು ನಿಲ್ಲದಂತೆ ಜಾಗೃತಿವಹಿಸಿ ಎಂದು ಹುಳಿಯಾರಿನ ಆರೋಗ್ಯ ನಿರೀಕ್ಷಣಾಧಿಕಾರಿ ಬಿ.ಸಿ.ರೇಣುಕರಾಜು ಸಾರ್ವಜನಿಕರಲ್ಲಿ ಮನವಿ ಮಾಡಿದರು. ಹುಳಿಯಾರಿನ ಗಣಪತಿ ದೇವಸ್ಥಾನದಲ್ಲಿ ಗುರುವಾರ ಪ್ರಾಥಮಿಕ ಆರೋಗ್ಯ ಕೇಂದ್ರ ನಿರಂತರ ಮಹಿಳೆಯ ಚಾರಿಟಬಲ್ ಟ್ರಸ್ಟ್ ಹಾಗೂ ಸೃಜನಾ ವೇದಿಕೆ ವತಿಯಿಂದ ಡೆಂಗಿ ಜಾಗೃತಿ ಸಪ್ತಾಹದಲ್ಲಿ ಅವರು ಮಾತನಾಡಿದರು. ಮಳೆ ಆರಂಭವಾಗಿರುವುದರಿಂದ ಸೊಳ್ಳೆಗಳ ಉತ್ಪಾದನೆ ಅಧಿಕವಾಗಿ ಡೆಂಗಿ ರೋಗ ಹರಡುವ ಸಾಧ್ಯತೆ ಹೆಚ್ಚಾಗುತ್ತದೆ. ಸೊಳ್ಳೆಗಳನ್ನು ನಾಶಮಾಡಲು ಕೀಟನಾಶಕ ಸಿಂಪಡಿಸಿ, ದಿನನಿತ್ಯ ಸೊಳ್ಳೆ ಪರದೆಯನ್ನು ಉಪಯೋಗಿಸುವುದರಿಂದ ಮಾರಕ ರೋಗಗಳಿಂದ ರಕ್ಷಣೆ ಪಡೆಯಬಹುದಾಗಿದೆ. ನೀರು ಶೇಖರಣೆಯಾಗುವ ತೊಟ್ಟಿಗಳನ್ನು ವಾರಕ್ಕೊಮ್ಮೆ ಸ್ವಚ್ಛ ಗೊಳಿಸಲು ಕ್ರಮವಹಿಸಬೇಕು.	[672, 779, 954, 1120]
renuka-col-right: ವಾಂತಿ, ಮೂಗು ಮತ್ತು ಒಸಡುಗಳಿಂದ ರಕ್ತಸ್ರಾವ ಹಾಗೂ ಚರ್ಮದ ಮೇಲೆ ಅಲ್ಲಲ್ಲಿ ರಕ್ತಸ್ರಾವ ಕಾಣಿಸಿಕೊಳ್ಳಬಹುದು ಎಂದು ಹೇಳಿದರು. ಸೃಜನ ಸಂಘಟನೆಯ ಎನ್.ಇಂದಿರಮ್ಮ, ನಿರಂತರ ಮಹಿಳೆಯರ ಟ್ರಸ್ಟ್‌ನ ವಿಜಯಲಕ್ಷ್ಮಿ, ಸುರಕ್ಷಾ ವಿಭಾಗ ಚೇತನ್ ರಾಮಕೃಷ್ಣಪ್ಪ, ಆಶಾ ಕಾರ್ಯಕರ್ತೆ ಶಹಜ್, ಚೇತನಯಲಕ್ಷ್ಮೀ, ಪಿಎಸ್‌ಐ ಹಾಗೂ ಕಾಲೇಜಿನ ಭೂಮಿಕ, ಲತಾ, ಭಾಗವಹಿಸಿದ್ದರು.	[1236, 1004, 1492, 1151]
rashi-cell: ಧನು	[81, 1403, 156, 1418]
tithi-nav-label: ಷಷ್ಠಿ	[228, 660, 251, 679]
tithi-value: ಇವತ್ತು ಷಷ್ಠಿ 12:32 PM ತನಕ ನಂತರ	[92, 1180, 228, 1212]
kavita-headline-1: ಜು.13ಕ್ಕೆ 36 ಕೃತಿಗಳ ಲೋಕಾರ್ಪಣೆ	[122, 1449, 490, 1484]
divyavani-verse	[79, 145, 400, 279]
satya-col-b: ಮಂಗಳವಾರ ಪ್ರತಿವರ್ಷದ ಆಷಾಢ ಮಾಸದಲ್ಲಿ ಲೋಕಕಲ್ಯಾಣಾರ್ಥವಾಗಿ ಆಯೋಜಿಸಲಾಗುವ 14ನೇ ವರ್ಷದ ಸತ್ಯನಾರಾಯಣಸ್ವಾಮಿ ಪೂಜಾ ಕಾರ್ಯಕ್ರಮವನ್ನು ಉದ್ಘಾಟಿಸಿ ಮಾತನಾಡಿದರು. ಲೋಕದಲ್ಲಿಂದು ಮಾನವನ ಸ್ವಾರ್ಥಕ್ಕಾಗಿ ಸಾವು ನೋವುಗಳ ಸಂಖ್ಯೆ ಹೆಚ್ಚಾಗುತ್ತಿದ್ದು, ಮತ್ತೊಂದೆಡೆ ಮಾನವನ ಅವಿವೇಕತನಗಳಿಂದ ಪ್ರತಿಯೊಬ್ಬರು ಪ್ರಕೃತಿಯ ವಿಕೋಪಗಳಿಗೆ ಸಿಲುಕುವಂತಾಗಿದೆ ಅತಿವೃಷ್ಟಿ–ಅನಾವೃಷ್ಟಿಯಿಂದ ನರಳುತ್ತಿದ್ದಾರೆ. ಈ ಬಾರಿ ಮಳೆಯ ಪ್ರಮಾಣ ಕಡಿಮೆ ಇದ್ದು ಉತ್ತಮ ಮಳೆ–	[950, 447, 1225, 637]
tithi-cell	[81, 1162, 240, 1236]
slum-headline: ಮೂಲಭೂತ ಸೌಲಭ್ಯ,ಡೆಂಗ್ಯೂ ನಿಯಂತ್ರಣಕ್ಕೆ ಸ್ಲಂಗಳಿಗೆ ಆದ್ಯತೆ	[657, 1498, 1380, 1542]
awardee-photo-1	[1086, 1244, 1175, 1354]
table-row	[81, 1388, 399, 1403]
tika-source: – ಭದ್ರಾವತಿ ಸುದ್ದಿ	[583, 696, 651, 710]
shubha-samaya-value: 08.01 AM to 09.50 AM	[81, 941, 399, 969]
tika-source: – ಮುಖ್ಯಮಂತ್ರಿ	[591, 266, 651, 280]
verse-line: ತಾಳೋಷ್ಟ ಸಂಪುಟವೆಂಬುದೇ ನಾದಬಿಂದು.	[134, 207, 345, 225]
tithi-label: ತಿಥಿ	[152, 1163, 168, 1178]
columnist-photo	[605, 984, 654, 1030]
tithi-nav-bar	[81, 657, 399, 726]
slum-col-c: ಕಲ್ಪಿಸಲಾಗುವುದು. ಕೊಳಚೆ ಪ್ರದೇಶದಲ್ಲಿರುವ ಪರಿಶಿಷ್ಟ ಜಾತಿ/ಪಂಗಡದ ಆರ್ಥಿಕ ಅಂತರವನ್ನು ಹೆಚ್ಚಿಸಲು ಪ್ರತಿ ಸಂಬಂಧಿ ಕಾರ್ಯಕ್ರಮಗಳನ್ನು ಸರ್ಕಾರದ ಮಾರ್ಗಸೂಚಿಯಂತೆ ಮಾಡಲು ಈಗಾಗಲೇ ಕ್ರಿಯಾ ಯೋಜನೆ ಸಿದ್ಧಗೊಳಿಸಲಾಗಿದೆ. ಸ್ವಚ್ಛ ನಗರದ ಘೋಷಣೆ ಅನ್ವಯಿಸುವ ಅರೆಕಾಮಗಾರಿಯ ಕಾಲೋನಿಗಳನ್ನು ಗುರುತಿಸಲಾಗಿದೆ. ಎಲ್ಲಾ ಸ್ಲಂಗಳಲ್ಲಿ ಎಸ್.ಸಿ/ಎಸ್.ಟಿ ಕುಟುಂಬಗಳ ಸಮೀಕ್ಷೆ ನಡೆಸಲಾಗುವುದು. ಮತ್ತು ಸ್ಮಾರ್ಟ್‌ಸಿಟಿ ಯೋಜನೆಯಲ್ಲಿ 24x7 ನಿರಂತರ ನೀರಿನ ಯೋಜನೆಯಲ್ಲಿ ಸಂಪರ್ಕ ಕಡಿತಗೊಂಡಿರುವ ಕುಟುಂಬಗಳನ್ನು ಮತ್ತು ಒಂದು ಬಾರಿ ಯೋಜನೆಯ ಪರಿಶೀಲಿಸಲು ಇಂಜಿನಿಯರ್ ಕಚೇರಿಗೆ ಸೂಚನೆ ನೀಡಿದರು. ಅಲ್ಲದೆ ಬಡಾವಣೆಗಳ ಆಸ್ತಿಗಳನ್ನು ಗುರುತಿಸಿ ಸಂಪರ್ಕ ಕಲ್ಪಿಸಲು ಇಂಜಿನಿಯರ್ ಚೇತನ್ ಕುಮಾರ್ ಅವರಿಗೆ ಸೂಚಿಸಿದರು. ಈ ಸಂದರ್ಭದಲ್ಲಿ ದಿ ಸಭೆಯಲ್ಲಿ ಕರ್ನಾಟಕ ಸ್ಲಂ ಜನಾಂದೋಲನ ಸಮಿತಿಯ ಪದಾಧಿಕಾರಿಗಳು ಕ್ರಮವಹಿಸಬೇಕು ಎಂದರು. ಹಂಚಿಕೆ ಮಾಡಲು ಸೂಚಿಸಿದರು. ಆಸ್ತಿ ಸಮಸ್ಯೆ ಬಗ್ಗೆ ತಹಸೀಲ್ದಾರ್ ಕರೆದು ಚರ್ಚಿಸಲಾಗುವುದು.	[1023, 1803, 1257, 2253]
rashi-cell: ಖರ್ಚು	[316, 1418, 398, 1433]
chandra-rashi-value: ಕನ್ಯಾ	[240, 878, 399, 906]
rashi-cell: ಕರ್ಕಾಟಕ	[233, 1358, 317, 1373]
banner-top-text: KARUNA FOUNDATION	[1143, 807, 1266, 818]
rashi-cell: ಕ್ಷೇಮ	[156, 1388, 233, 1403]
sunrise-label: ಸೂರ್ಯೋದಯ	[81, 724, 240, 759]
table-row	[81, 1358, 399, 1373]
student-photo	[415, 1190, 505, 1304]
somanna-headline-1: ಜು.13ಕ್ಕೆ ಕೇಂದ್ರ ಸಚಿವ ವಿ.ಸೋಮಣ್ಣ	[716, 1212, 1031, 1242]
dengue-banner-text: ಡೆಂಗ್ಯೂವಿರೋಧಿ ಮಾಸಾಚರಣ	[1183, 939, 1401, 966]
tika-items	[409, 146, 659, 753]
sunset-value: 06.50 PM	[240, 759, 399, 784]
tika-vani-box	[408, 109, 660, 1035]
tika-answer: * ಮೊದಲು ಪ್ರಾಥಮಿಕ ಆರೋಗ್ಯ ಕೇಂದ್ರಗಳಲ್ಲಿ ಹಾಗೂ ತಾಲೂಕು ಆಸ್ಪತ್ರೆಗಳಲ್ಲಿ ಟ್ರೀಟ್‌ಮೆಂಟ್ ಕೊಟ್ಟರೆ ಒಳಿತಲ್ಲವೇ?	[417, 503, 641, 535]
panchanga-samvatsara: ಶ್ರೀ ಕ್ರೋಧಿ ನಾಮ ಸಂವತ್ಸರ	[149, 456, 331, 481]
rashi-cell: ಕುಂಭ	[81, 1418, 156, 1433]
rashi-cell: ಏರಿಕೆ	[156, 1343, 233, 1358]
tika-vani-title: ಟೀಕಾ ವಾಣಿ	[409, 111, 659, 146]
rashi-bhavishya-title: ಇಂದಿನ ರಾಶಿ ಭವಿಷ್ಯ	[81, 1311, 399, 1343]
tika-question: 6. ಗ್ರಿಲಿಯಲ್ಲಿಗೆ ಅಗ್ನಿಮಿ, ಟೀಚರ್ ಆತ್ಮಹತ್ಯೆ ಬೆದರಿಕೆ.	[417, 675, 621, 689]
paper-name: ಅಮೃತವಾಣಿ	[672, 48, 896, 82]
ardhaprahara-label: ಅರ್ಧಪ್ರಹರ	[240, 1051, 399, 1114]
chandra-rashi-label: ಚಂದ್ರ ರಾಶಿ	[240, 844, 399, 878]
website-link[interactable]: www.skkannada.com	[84, 311, 208, 323]
tika-source: – ಬೆಂಗಳೂರು ಸುದ್ದಿ	[573, 176, 651, 190]
karana-label: ಕರಣ	[149, 1238, 171, 1253]
table-row	[81, 1403, 399, 1418]
divyavani-title: ದಿವ್ಯವಾಣಿ	[79, 111, 400, 145]
nakshatra-value: ಇವತ್ತು ಉತ್ತರ ಫಾಲ್ಗುಣಿ 04:09 PM	[252, 1180, 387, 1212]
somanna-body: ಮಧುಗಿರಿ,ಜು.11–ಬಿಜೆಪಿ ಮತ್ತು ಜೆಡಿಎಸ್ ತಾಲೂಕು ಘಟಕದಿಂದ ಕೇಂದ್ರ ರಾಜ್ಯ ರೈಲ್ವೆ ಮತ್ತು ಜಲಶಕ್ತಿ ಕೇಂದ್ರ ಸಚಿವ ವಿ.ಸೋಮಣ್ಣ ರವರಿಗೆ ಅಭಿನಂದನಾ ಸಮಾರಂಭವನ್ನು ಜುಲೈ–13ರ ರ ಶನಿವಾರದಂದು ಬೆಳಗ್ಗೆ 11.00 ಗಂಟೆಗೆ ಪಟ್ಟಣದಲ್ಲಿರುವ ಒಕ್ಕಲಿಗರ ಸಂಘದ ಆವರಣದಲ್ಲಿ ಏರ್ಪಡಿಸಲಾಗಿದೆಯೆಂದು ಬಿಜೆಪಿ ತಾಲೂಕು ಘಟಕದ ಅಧ್ಯಕ್ಷ ನಾಡಗಾನಹಳ್ಳಿ ನಾಗೇಂದ್ರ ಮತ್ತು ಜೆಡಿಎಸ್ ತಾಲೂಕು ಘಟಕದ ಅಧ್ಯಕ್ಷ ಡಿ.ಆರ್.ಬಸವರಾಜು ಜಂಟಿ ಪತ್ರಿಕಾ ಹೇಳಿಕೆಯಲ್ಲಿ ತಿಳಿಸಿದ್ದಾರೆ. ಈ ಕಾರ್ಯಕ್ರಮಕ್ಕೆ ಬಿ.ಜೆ.ಪಿ ಹಾಗೂ ಜೆಡಿಎಸ್ ಪಕ್ಷದ ಪದಾಧಿಕಾರಿಗಳು, ಕಾರ್ಯಕರ್ತರು ಮುಖಂಡರುಗಳು ಹೆಚ್ಚಿನ ಸಂಖ್ಯೆಯಲ್ಲಿ ಆಗಮಿಸಿ ಸಭೆಯನ್ನು ಯಶಸ್ವಿಗೊಳಿಸಬೇಕಾಗಿ ವಿನಂತಿಸಿದ್ದಾರೆ..	[672, 1284, 1072, 1419]
kavita-box	[78, 1440, 535, 2307]
rashi-cell: ಹಾನಿ	[156, 1418, 233, 1433]
